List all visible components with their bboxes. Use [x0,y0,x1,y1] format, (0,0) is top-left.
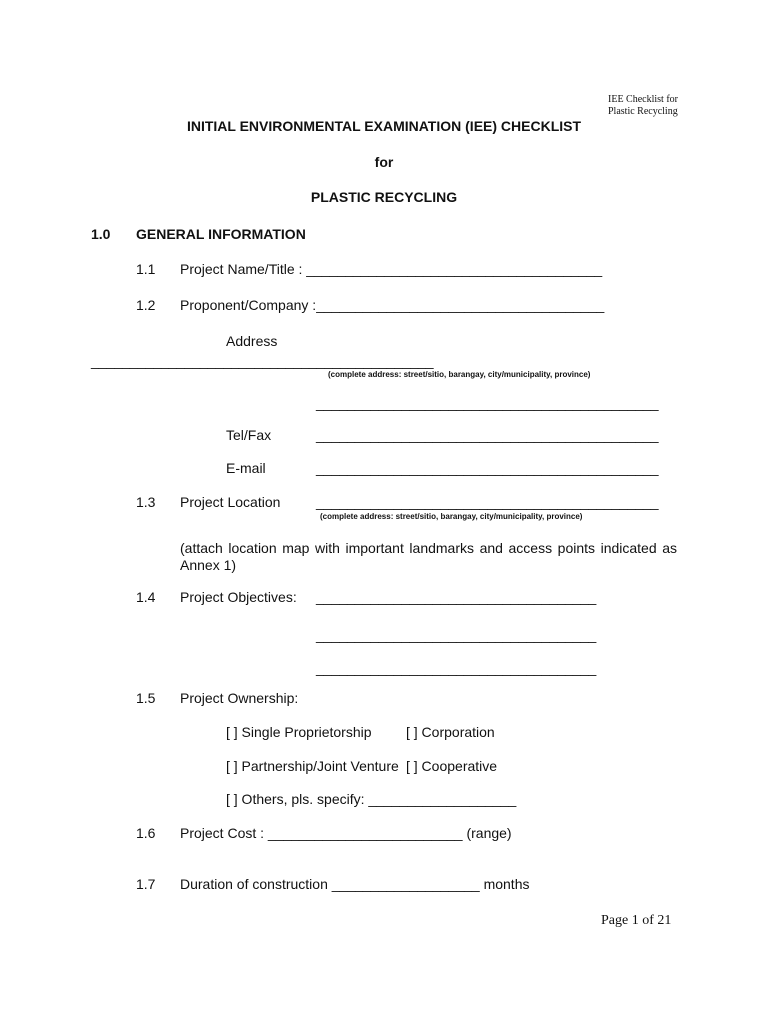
header-line-2: Plastic Recycling [608,106,678,117]
telfax-label: Tel/Fax [226,427,272,443]
item-number-1-7: 1.7 [136,876,156,892]
project-ownership-label: Project Ownership: [180,690,299,706]
address-note: (complete address: street/sitio, barangay, city/municipality, province) [328,370,591,379]
location-instruction: (attach location map with important landmarks and access points indicated as Annex 1) [180,540,677,573]
project-name-field[interactable]: Project Name/Title : ______________________________________ [180,261,603,277]
email-label: E-mail [226,460,266,476]
address-label: Address [226,333,278,349]
objectives-field-1[interactable]: ____________________________________ [316,589,597,605]
item-number-1-6: 1.6 [136,825,156,841]
item-number-1-3: 1.3 [136,494,156,510]
title-for: for [374,154,394,170]
construction-duration-field[interactable]: Duration of construction ___________________ months [180,876,530,892]
item-number-1-4: 1.4 [136,589,156,605]
ownership-single-proprietorship-checkbox[interactable]: [ ] Single Proprietorship [226,724,372,740]
document-title: INITIAL ENVIRONMENTAL EXAMINATION (IEE) CHECKLIST [186,118,582,134]
email-field[interactable]: ____________________________________________ [316,460,659,476]
ownership-corporation-checkbox[interactable]: [ ] Corporation [406,724,495,740]
address-field[interactable]: ____________________________________________ [91,353,434,369]
project-location-label: Project Location [180,494,281,510]
header-label [608,94,678,118]
objectives-field-3[interactable]: ____________________________________ [316,660,597,676]
item-number-1-5: 1.5 [136,690,156,706]
address-field-2[interactable]: ____________________________________________ [316,395,659,411]
section-title: GENERAL INFORMATION [136,226,306,242]
item-number-1-1: 1.1 [136,261,156,277]
telfax-field[interactable]: ____________________________________________ [316,427,659,443]
location-note: (complete address: street/sitio, barangay, city/municipality, province) [320,512,583,521]
header-line-1: IEE Checklist for [608,94,678,105]
project-location-field[interactable]: ____________________________________________ [316,494,659,510]
project-objectives-label: Project Objectives: [180,589,297,605]
document-subtitle: PLASTIC RECYCLING [310,189,458,205]
project-cost-field[interactable]: Project Cost : _________________________ (range) [180,825,512,841]
objectives-field-2[interactable]: ____________________________________ [316,627,597,643]
proponent-company-field[interactable]: Proponent/Company :_____________________________________ [180,297,605,313]
ownership-partnership-checkbox[interactable]: [ ] Partnership/Joint Venture [226,758,399,774]
ownership-others-checkbox[interactable]: [ ] Others, pls. specify: ___________________ [226,791,517,807]
ownership-cooperative-checkbox[interactable]: [ ] Cooperative [406,758,498,774]
item-number-1-2: 1.2 [136,297,156,313]
page-number: Page 1 of 21 [601,913,672,928]
section-number: 1.0 [91,226,111,242]
